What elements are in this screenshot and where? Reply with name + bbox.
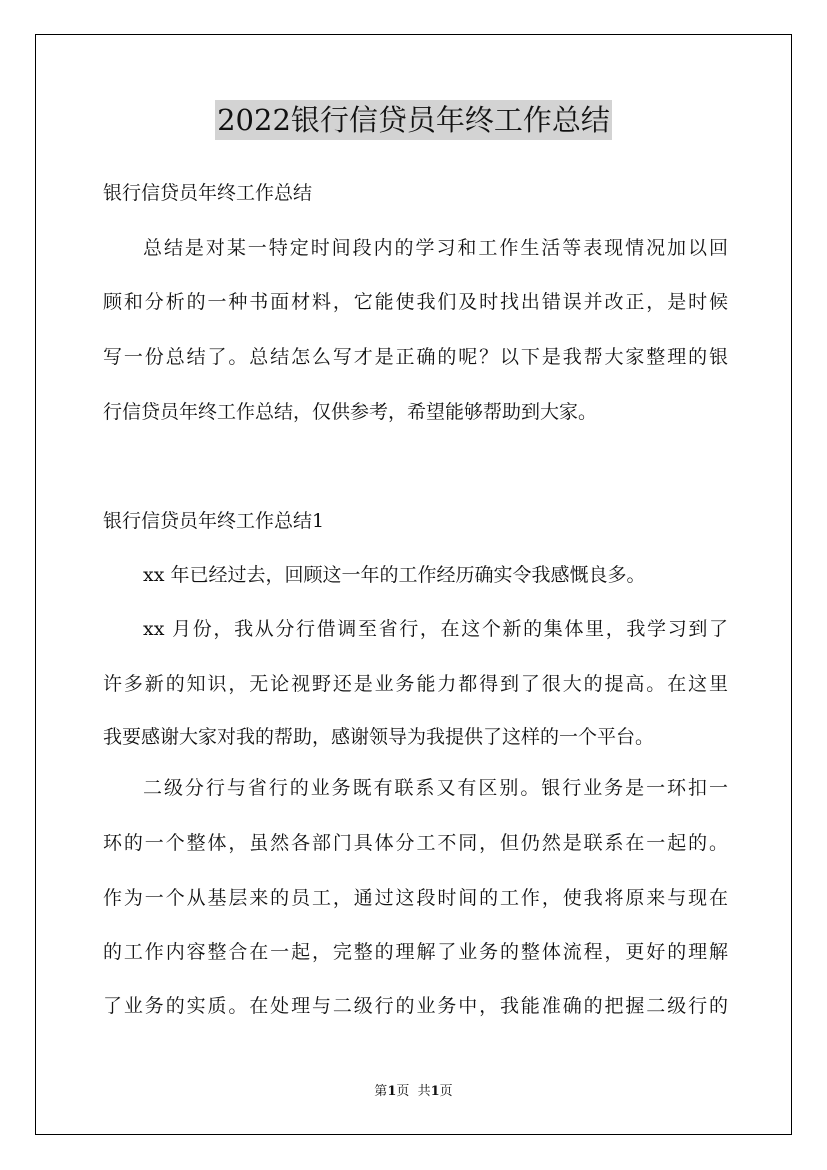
paragraph-line: 总结是对某一特定时间段内的学习和工作生活等表现情况加以回 [143,237,728,259]
paragraph-line: 顾和分析的一种书面材料，它能使我们及时找出错误并改正，是时候 [103,291,728,313]
paragraph-line: 我要感谢大家对我的帮助，感谢领导为我提供了这样的一个平台。 [103,726,655,748]
paragraph-line: xx 年已经过去，回顾这一年的工作经历确实令我感慨良多。 [143,564,646,586]
title-container [0,100,827,140]
document-title: 2022银行信贷员年终工作总结 [215,100,612,140]
paragraph-line: 了业务的实质。在处理与二级行的业务中，我能准确的把握二级行的 [103,995,728,1017]
paragraph-line: 行信贷员年终工作总结，仅供参考，希望能够帮助到大家。 [103,401,598,423]
paragraph-line: 作为一个从基层来的员工，通过这段时间的工作，使我将原来与现在 [103,887,728,909]
footer-suffix: 页 [439,1084,453,1099]
paragraph-line: 的工作内容整合在一起，完整的理解了业务的整体流程，更好的理解 [103,941,728,963]
page-footer [0,1083,827,1101]
paragraph-line: 写一份总结了。总结怎么写才是正确的呢？以下是我帮大家整理的银 [103,346,728,368]
paragraph-line: 二级分行与省行的业务既有联系又有区别。银行业务是一环扣一 [143,777,728,799]
section-heading: 银行信贷员年终工作总结1 [103,510,325,532]
paragraph-line: 环的一个整体，虽然各部门具体分工不同，但仍然是联系在一起的。 [103,832,728,854]
paragraph-line: xx 月份，我从分行借调至省行，在这个新的集体里，我学习到了 [143,618,728,640]
section-heading: 银行信贷员年终工作总结 [103,182,313,204]
footer-prefix: 第 [374,1084,388,1099]
footer-page-number: 1 [387,1084,397,1099]
paragraph-line: 许多新的知识，无论视野还是业务能力都得到了很大的提高。在这里 [103,673,728,695]
footer-total-pages: 1 [430,1084,440,1099]
footer-mid: 页 共 [396,1084,431,1099]
